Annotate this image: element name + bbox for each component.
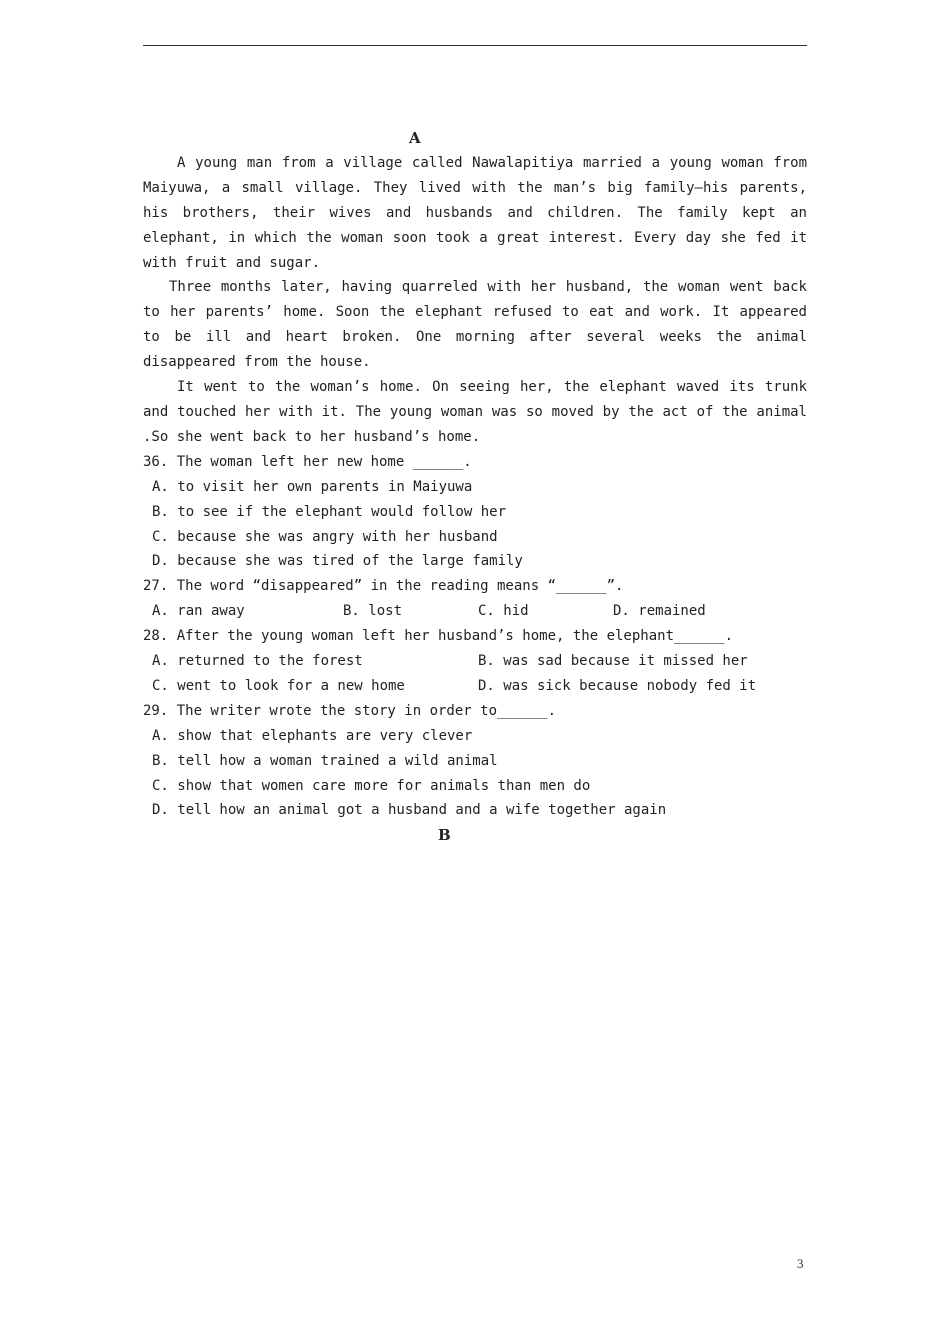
section-heading-a: A	[409, 129, 421, 147]
question-36-stem: 36. The woman left her new home ______.	[143, 453, 472, 470]
question-27-option-b: B. lost	[343, 603, 403, 620]
paragraph-2: Three months later, having quarreled with her husband, the woman went back to her parents’ home. Soon the elephant refused to eat and work. It appeared to be ill and heart broken. One morning after several weeks the animal disappeared from the house.	[143, 279, 807, 371]
question-29-stem: 29. The writer wrote the story in order to______.	[143, 702, 557, 719]
question-29-option-c: C. show that women care more for animals than men do	[152, 777, 591, 794]
page-number: 3	[797, 1256, 804, 1271]
question-28-option-a: A. returned to the forest	[152, 653, 363, 670]
question-36-option-a: A. to visit her own parents in Maiyuwa	[152, 478, 473, 495]
question-28-stem: 28. After the young woman left her husband’s home, the elephant______.	[143, 628, 734, 645]
question-28-options-row-1	[143, 649, 807, 674]
question-36-option-c: C. because she was angry with her husband	[152, 528, 498, 545]
question-28-options-row-2	[143, 674, 807, 699]
question-27-option-a: A. ran away	[152, 603, 245, 620]
question-28-option-c: C. went to look for a new home	[152, 677, 405, 694]
question-27-stem: 27. The word “disappeared” in the reading means “______”.	[143, 578, 624, 595]
question-29-option-d: D. tell how an animal got a husband and a wife together again	[152, 802, 667, 819]
paragraph-1: A young man from a village called Nawalapitiya married a young woman from Maiyuwa, a small village. They lived with the man’s big family—his parents, his brothers, their wives and husbands and children. The family kept an elephant, in which the woman soon took a great interest. Every day she fed it with fruit and sugar.	[143, 154, 807, 271]
question-29-option-a: A. show that elephants are very clever	[152, 727, 473, 744]
question-27-option-d: D. remained	[613, 603, 706, 620]
question-27-option-c: C. hid	[478, 603, 529, 620]
question-36-option-d: D. because she was tired of the large family	[152, 553, 523, 570]
question-28-option-b: B. was sad because it missed her	[478, 653, 748, 670]
header-rule	[143, 45, 807, 46]
question-28-option-d: D. was sick because nobody fed it	[478, 677, 757, 694]
question-27-options	[143, 599, 807, 624]
paragraph-3: It went to the woman’s home. On seeing her, the elephant waved its trunk and touched her with it. The young woman was so moved by the act of the animal .So she went back to her husband’s home.	[143, 379, 807, 445]
section-heading-b: B	[438, 826, 451, 845]
document-body	[143, 126, 807, 848]
question-36-option-b: B. to see if the elephant would follow her	[152, 503, 507, 520]
question-29-option-b: B. tell how a woman trained a wild animal	[152, 752, 498, 769]
